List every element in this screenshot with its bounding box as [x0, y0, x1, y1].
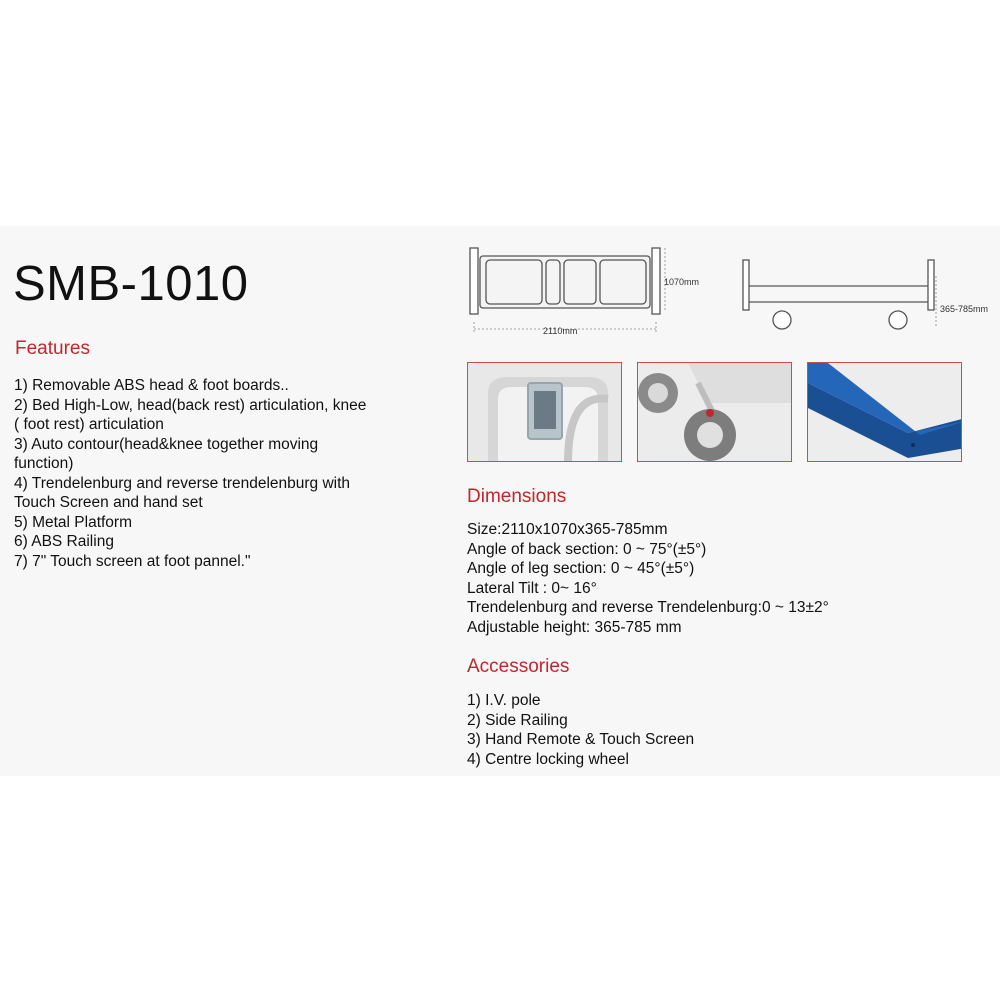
accessories-list	[467, 691, 947, 769]
height-label: 1070mm	[664, 277, 700, 287]
list-item: Adjustable height: 365-785 mm	[467, 618, 682, 636]
headboard-photo	[467, 362, 622, 462]
list-item: 3) Auto contour(head&knee together moving	[14, 435, 319, 453]
mattress-photo	[807, 362, 962, 462]
list-item: 2) Bed High-Low, head(back rest) articulation, knee	[14, 396, 367, 414]
list-item: 2) Side Railing	[467, 711, 568, 729]
caster-wheel-photo	[637, 362, 792, 462]
list-item: Angle of leg section: 0 ~ 45°(±5°)	[467, 560, 695, 577]
list-item: 4) Trendelenburg and reverse trendelenburg with	[14, 474, 351, 492]
list-item: 6) ABS Railing	[14, 533, 114, 550]
list-item: Size:2110x1070x365-785mm	[467, 521, 668, 538]
list-item: 5) Metal Platform	[14, 513, 133, 531]
list-item: Touch Screen and hand set	[14, 494, 203, 511]
features-list	[14, 376, 434, 571]
dimensions-list	[467, 520, 947, 637]
list-item: 1) Removable ABS head & foot boards..	[14, 377, 289, 394]
accessories-heading: Accessories	[467, 656, 570, 677]
list-item: Angle of back section: 0 ~ 75°(±5°)	[467, 540, 707, 558]
list-item: Trendelenburg and reverse Trendelenburg:0 ~ 13±2°	[467, 599, 829, 616]
list-item: 7) 7" Touch screen at foot pannel."	[14, 552, 251, 570]
list-item: 4) Centre locking wheel	[467, 750, 629, 768]
width-label: 2110mm	[543, 326, 578, 336]
bed-side-view-diagram	[738, 256, 938, 336]
list-item: Lateral Tilt : 0~ 16°	[467, 579, 597, 597]
list-item: ( foot rest) articulation	[14, 416, 164, 433]
list-item: 1) I.V. pole	[467, 692, 541, 709]
height-range-label: 365-785mm	[940, 304, 989, 314]
list-item: 3) Hand Remote & Touch Screen	[467, 731, 695, 748]
bed-front-view-diagram	[462, 244, 662, 339]
model-title: SMB-1010	[13, 257, 249, 311]
features-heading: Features	[15, 338, 90, 359]
dimensions-heading: Dimensions	[467, 486, 567, 507]
list-item: function)	[14, 455, 74, 472]
